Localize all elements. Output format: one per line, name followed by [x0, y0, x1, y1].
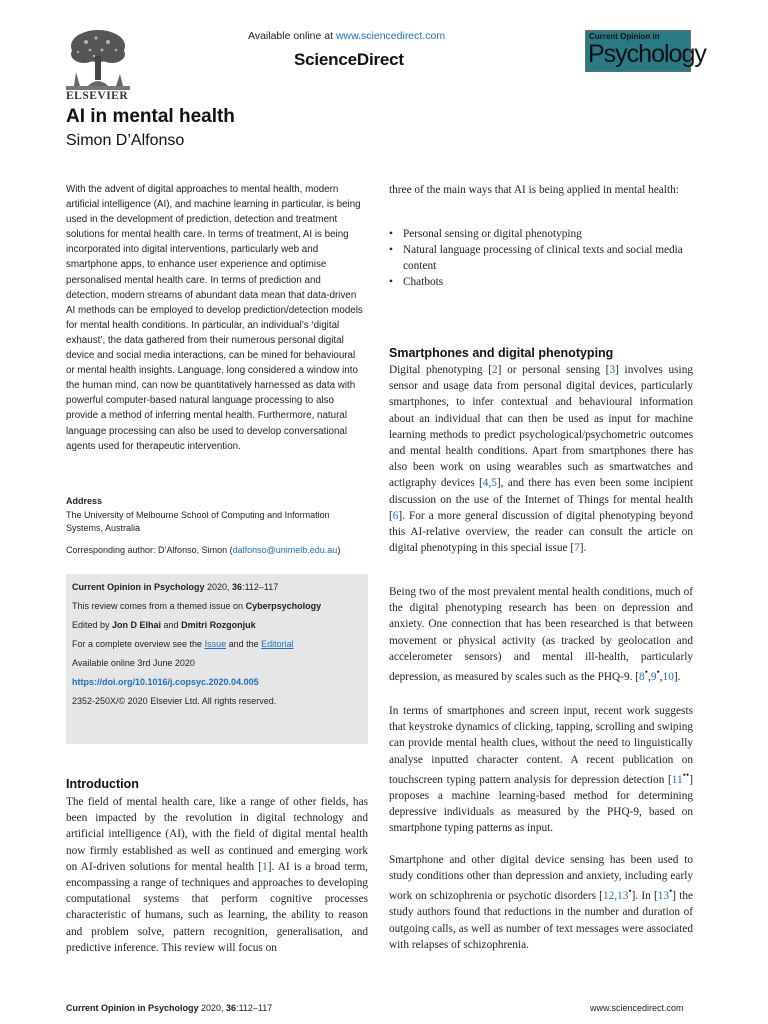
corresponding-author: [66, 545, 340, 555]
bullet-icon: •: [389, 276, 393, 288]
ref-link-8[interactable]: 8: [639, 670, 645, 683]
info-edited-and: and: [161, 620, 182, 630]
footer-journal: Current Opinion in Psychology: [66, 1003, 199, 1013]
info-overview: [72, 639, 294, 649]
info-editor-1: Jon D Elhai: [112, 620, 162, 630]
footer-volume: 36: [226, 1003, 237, 1013]
smartphones-paragraph-2: [389, 584, 693, 685]
info-editors: [72, 620, 256, 630]
available-online-line: [248, 30, 445, 42]
info-citation: [72, 582, 278, 592]
info-journal: Current Opinion in Psychology: [72, 582, 205, 592]
ref-link-6[interactable]: 6: [392, 509, 399, 522]
info-volume: 36: [232, 582, 243, 592]
ref-link-3[interactable]: 3: [609, 364, 616, 376]
s1-text-f: ].: [579, 542, 587, 555]
info-themed-topic: Cyberpsychology: [245, 601, 322, 611]
available-online-prefix: Available online at: [248, 30, 336, 42]
s4-text-b: ]. In [: [631, 890, 658, 903]
s3-text-a: In terms of smartphones and screen input, recent work suggests that keystroke dynamics of clicking, tapping, scrolling and swiping can provide mental health clues, without the need to linguistically analyse inputted character content. A recent publication on touchscreen typing pattern analysis for depression detection [: [389, 705, 693, 786]
ref-link-12-13[interactable]: 12,13: [602, 890, 629, 903]
corresponding-suffix: ): [337, 545, 341, 555]
bullet-icon: •: [389, 244, 393, 256]
smartphones-paragraph-1: [389, 362, 693, 556]
bullet-icon: •: [389, 228, 393, 240]
footer-citation: [66, 1003, 272, 1013]
journal-badge: [585, 30, 706, 72]
intro-text-2: ]. AI is a broad term, encompassing a range of techniques and approaches to developing computational systems that perform cognitive processes characteristic of humans, such as learning, the ability to reason and problem solve, pattern recognition, generalisation, and predictive inference. This review will focus on: [66, 860, 368, 954]
info-overview-and: and the: [226, 639, 262, 649]
ref-star-11: ••: [682, 770, 690, 781]
issue-link[interactable]: Issue: [204, 639, 227, 649]
article-info-box: [66, 574, 368, 744]
ref-star-13: •: [669, 887, 673, 898]
footer-pages: :112–117: [236, 1003, 273, 1013]
intro-text-1: The field of mental health care, like a range of other fields, has been impacted by the revolution in digital technology and artificial intelligence (AI), with the field of digital mental health now firmly established as well as continued and emerging work on AI-driven solutions for mental health [: [66, 796, 368, 873]
sciencedirect-brand: ScienceDirect: [294, 50, 404, 69]
s1-text-d: ], and there has even been some incipient discussion on the use of the Internet of Things for mental health [: [389, 477, 694, 522]
footer-year: 2020,: [198, 1003, 227, 1013]
ref-link-11[interactable]: 11: [671, 773, 683, 786]
s2-comma-1: ,: [648, 670, 651, 683]
s1-text-a: Digital phenotyping [: [389, 364, 492, 376]
s1-text-b: ] or personal sensing [: [497, 364, 610, 376]
address-text: The University of Melbourne School of Computing and Information Systems, Australia: [66, 510, 330, 533]
elsevier-tree-logo-icon: [66, 28, 130, 90]
s2-text-a: Being two of the most prevalent mental health conditions, much of the digital phenotyping research has been on depression and anxiety. One connection that has been researched is that between movement or physical activity (as tracked by geolocation and accelerometer sensors) and mental ill-health, particularly depression, as measured by scales such as the PHQ-9. [: [389, 586, 693, 683]
intro-continuation: three of the main ways that AI is being applied in mental health:: [389, 184, 679, 196]
ai-applications-list: [389, 226, 693, 290]
publisher-name: ELSEVIER: [66, 90, 129, 102]
s2-text-b: ].: [673, 670, 681, 683]
s1-text-e: ]. For a more general discussion of digital phenotyping beyond this AI-relative overview, the reader can consult the article on digital phenotyping in this special issue [: [389, 509, 693, 555]
ref-star-8: •: [644, 668, 648, 679]
ref-link-10[interactable]: 10: [662, 670, 674, 683]
sciencedirect-link[interactable]: www.sciencedirect.com: [335, 30, 446, 42]
info-pages: :112–117: [242, 582, 279, 592]
article-author: Simon D’Alfonso: [66, 132, 185, 149]
smartphones-heading: Smartphones and digital phenotyping: [389, 346, 614, 360]
ref-link-7[interactable]: 7: [574, 542, 580, 555]
ref-star-12-13: •: [628, 887, 632, 898]
info-available-date: Available online 3rd June 2020: [72, 658, 195, 668]
list-item-text: Chatbots: [403, 276, 444, 288]
ref-link-2[interactable]: 2: [491, 364, 498, 376]
editorial-link[interactable]: Editorial: [261, 639, 294, 649]
journal-badge-top: Current Opinion in: [589, 32, 660, 41]
info-overview-prefix: For a complete overview see the: [72, 639, 205, 649]
abstract: With the advent of digital approaches to mental health, modern artificial intelligence (AI), and machine learning in particular, is being used in the development of prediction, detection and treatment solutions for mental health care. In terms of treatment, AI is being incorporated into digital interventions, particularly web and smartphone apps, to enhance user experience and optimise personalised mental health care. In terms of prediction and detection, modern streams of abundant data mean that data-driven AI methods can be employed to develop prediction/detection models for mental health conditions. In particular, an individual’s ‘digital exhaust’, the data gathered from their numerous personal digital device and social media interactions, can be mined for behavioural or mental health insights. Language, long considered a window into the human mind, can now be quantitatively harnessed as data with powerful computer-based natural language processing to also provide a method of inferring mental health. Furthermore, natural language processing can also be used to develop conversational agents used for therapeutic intervention.: [66, 184, 363, 452]
s1-text-c: ] involves using sensor and usage data from personal digital devices, particularly smartphones, to infer contextual and behavioural information about an individual that can then be used as input for machine learning methods to predict psychological/psychometric outcomes and mental health conditions. Apart from smartphones there has also been work on using wearables such as smartwatches and actigraphy devices [: [389, 364, 693, 490]
list-item-text: Personal sensing or digital phenotyping: [403, 228, 582, 240]
info-themed-issue: [72, 601, 321, 611]
introduction-paragraph: [66, 794, 368, 956]
info-doi: [72, 677, 259, 687]
ref-star-9: •: [656, 668, 660, 679]
list-item-text: Natural language processing of clinical texts and social media content: [403, 244, 683, 272]
list-item: [389, 242, 693, 274]
info-copyright: 2352-250X/© 2020 Elsevier Ltd. All rights reserved.: [72, 696, 277, 706]
introduction-heading: Introduction: [66, 777, 139, 791]
info-edited-prefix: Edited by: [72, 620, 113, 630]
doi-link[interactable]: https://doi.org/10.1016/j.copsyc.2020.04.005: [72, 677, 259, 687]
address-label: Address: [66, 496, 103, 506]
ref-link-13[interactable]: 13: [657, 890, 669, 903]
corresponding-prefix: Corresponding author: D’Alfonso, Simon (: [66, 545, 233, 555]
s2-comma-2: ,: [659, 670, 663, 683]
s3-text-b: ] proposes a machine learning-based method for determining depressive individuals as measured by the PHQ-9, based on smartphone typing patterns as input.: [389, 773, 693, 835]
article-title: AI in mental health: [66, 106, 235, 127]
smartphones-paragraph-3: [389, 703, 693, 836]
list-item: [389, 274, 693, 290]
info-editor-2: Dmitri Rozgonjuk: [181, 620, 256, 630]
s4-text-a: Smartphone and other digital device sensing has been used to study conditions other than depression and anxiety, including early work on schizophrenia or psychotic disorders [: [389, 854, 693, 903]
ref-link-4-5[interactable]: 4,5: [482, 477, 497, 490]
ref-link-1[interactable]: 1: [262, 860, 268, 873]
smartphones-paragraph-4: [389, 852, 693, 953]
info-year: 2020,: [204, 582, 233, 592]
footer-site[interactable]: www.sciencedirect.com: [590, 1003, 684, 1013]
ref-link-9[interactable]: 9: [650, 670, 657, 683]
journal-badge-main: Psychology: [588, 40, 706, 68]
list-item: [389, 226, 693, 242]
author-email-link[interactable]: dalfonso@unimelb.edu.au: [232, 545, 338, 555]
s4-text-c: ] the study authors found that reductions in the number and duration of outgoing calls, as well as number of text messages were associated with relapses of schizophrenia.: [389, 890, 693, 951]
info-themed-prefix: This review comes from a themed issue on: [72, 601, 246, 611]
